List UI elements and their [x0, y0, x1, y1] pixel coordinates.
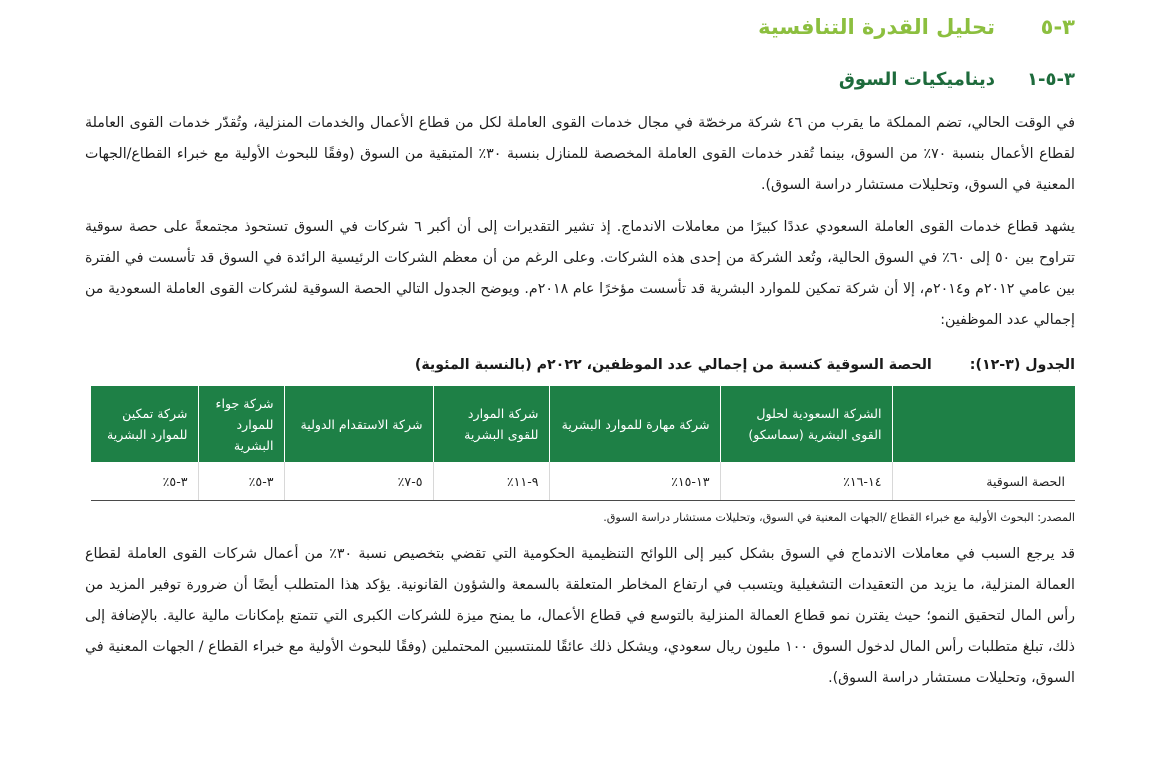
- header-cell-jawa: شركة جواء للموارد البشرية: [198, 386, 284, 462]
- table-caption-label: الجدول (٣-١٢):: [969, 357, 1075, 373]
- section-heading: [85, 0, 1075, 54]
- header-cell-maharah: شركة مهارة للموارد البشرية: [549, 386, 720, 462]
- paragraph-2: يشهد قطاع خدمات القوى العاملة السعودي عددًا كبيرًا من معاملات الاندماج. إذ تشير التقديرات إلى أن أكبر ٦ شركات في السوق تستحوذ مجتمعةً على حصة سوقية تتراوح بين ٥٠ إلى ٦٠٪ في السوق الحالية، وتُعد الشركة من إحدى هذه الشركات. وعلى الرغم من أن معظم الشركات الرئيسية الرائدة في السوق قد تأسست في الفترة بين عامي ٢٠١٢م و٢٠١٤م، إلا أن شركة تمكين للموارد البشرية قد تأسست مؤخرًا عام ٢٠١٨م. ويوضح الجدول التالي الحصة السوقية لشركات القوى العاملة السعودية من إجمالي عدد الموظفين:: [85, 219, 1076, 328]
- subsection-number: ٣-٥-١: [1027, 68, 1075, 90]
- market-share-table: [91, 386, 1075, 501]
- section-title: تحليل القدرة التنافسية: [758, 15, 995, 39]
- paragraph-1: في الوقت الحالي، تضم المملكة ما يقرب من ٤٦ شركة مرخصّة في مجال خدمات القوى العاملة لكل من قطاع الأعمال والخدمات المنزلية، وتُقدّر خدمات القوى العاملة لقطاع الأعمال بنسبة ٧٠٪ من السوق، بينما تُقدر خدمات القوى العاملة المخصصة للمنازل بنسبة ٣٠٪ المتبقية من السوق (وفقًا للبحوث الأولية مع خبراء القطاع/الجهات المعنية في السوق، وتحليلات مستشار دراسة السوق).: [85, 115, 1075, 193]
- cell-tamkeen: ٣-٥٪: [91, 462, 198, 501]
- header-cell-alistiqdam: شركة الاستقدام الدولية: [284, 386, 433, 462]
- table-caption-title: الحصة السوقية كنسبة من إجمالي عدد الموظفين، ٢٠٢٢م (بالنسبة المئوية): [414, 357, 932, 373]
- header-cell-almawarid: شركة الموارد للقوى البشرية: [433, 386, 549, 462]
- document-page: [85, 0, 1075, 694]
- section-number: ٣-٥: [1040, 15, 1075, 39]
- cell-alistiqdam: ٥-٧٪: [284, 462, 433, 501]
- subsection-title: ديناميكيات السوق: [838, 68, 995, 90]
- table-source-note: المصدر: البحوث الأولية مع خبراء القطاع /الجهات المعنية في السوق، وتحليلات مستشار دراسة السوق.: [603, 511, 1075, 524]
- cell-maharah: ١٣-١٥٪: [549, 462, 720, 501]
- paragraph-3: قد يرجع السبب في معاملات الاندماج في السوق بشكل كبير إلى اللوائح التنظيمية الحكومية التي تقضي بتخصيص نسبة ٣٠٪ من أعمال شركات القوى العاملة لقطاع العمالة المنزلية، ما يزيد من التعقيدات التشغيلية ويتسبب في ارتفاع المخاطر المتعلقة بالسمعة والشؤون القانونية. يؤكد هذا المتطلب أيضًا أن ضرورة توفير المزيد من رأس المال لتحقيق النمو؛ حيث يقترن نمو قطاع العمالة المنزلية بالتوسع في قطاع الأعمال، ما يمنح ميزة للشركات الكبرى التي تتمتع بإمكانات مالية عالية. بالإضافة إلى ذلك، تبلغ متطلبات رأس المال لدخول السوق ١٠٠ مليون ريال سعودي، ويشكل ذلك عائقًا للمنتسبين المحتملين (وفقًا للبحوث الأولية مع خبراء القطاع / الجهات المعنية في السوق، وتحليلات مستشار دراسة السوق).: [85, 546, 1076, 686]
- cell-smasco: ١٤-١٦٪: [720, 462, 892, 501]
- header-cell-tamkeen: شركة تمكين للموارد البشرية: [91, 386, 198, 462]
- cell-jawa: ٣-٥٪: [198, 462, 284, 501]
- table-row: [91, 462, 1075, 501]
- header-cell-empty: [892, 386, 1075, 462]
- header-cell-smasco: الشركة السعودية لحلول القوى البشرية (سماسكو): [720, 386, 892, 462]
- table-header-row: [91, 386, 1075, 462]
- table-caption: [85, 352, 1075, 378]
- row-label-market-share: الحصة السوقية: [892, 462, 1075, 501]
- subsection-heading: [85, 56, 1075, 102]
- cell-almawarid: ٩-١١٪: [433, 462, 549, 501]
